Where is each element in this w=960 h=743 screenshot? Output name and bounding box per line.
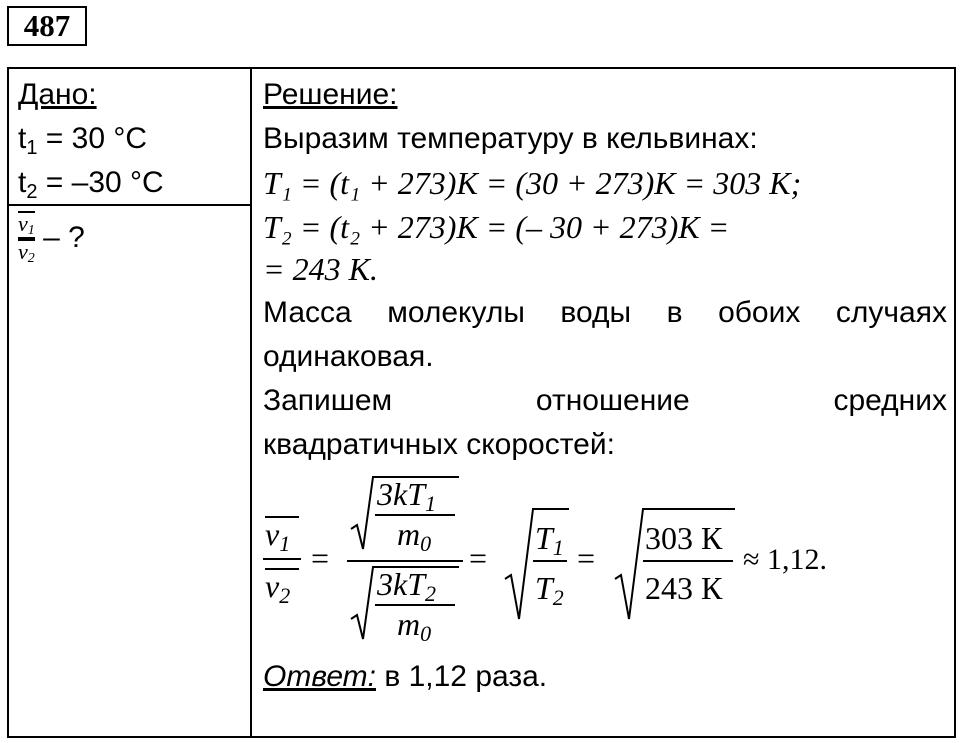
given-t1: $t_1 = 30$ °C xyxy=(18,122,148,159)
solution-header: Решение: xyxy=(263,78,398,111)
given-t2: $t_2 = -30$ °C xyxy=(18,166,164,203)
svg-text:=: = xyxy=(311,540,330,576)
mass-line-word: молекулы xyxy=(387,296,525,329)
write-line-2: квадратичных скоростей: xyxy=(263,428,615,461)
given-header: Дано: xyxy=(18,78,97,111)
svg-text:=: = xyxy=(469,540,488,576)
svg-text:3kT1: 3kT1 xyxy=(377,476,436,516)
given-divider xyxy=(9,204,250,206)
v2-label: v2 xyxy=(265,568,291,608)
equation-T1: T₁ = (t₁ + 273)K = (30 + 273)K = 303 K; xyxy=(263,165,802,201)
mass-line-1 xyxy=(263,295,947,331)
problem-table xyxy=(7,67,956,738)
numerator-303: 303 К xyxy=(645,520,723,556)
problem-number: 487 xyxy=(7,6,87,46)
write-line-word: отношение xyxy=(535,384,690,417)
velocity-ratio-formula xyxy=(259,469,899,659)
approx-result: ≈ 1,12. xyxy=(743,543,827,576)
column-divider xyxy=(250,69,252,736)
find-quantity: $\frac{v_1}{v_2}$ – ? xyxy=(18,211,85,266)
svg-text:m0: m0 xyxy=(397,516,432,556)
mass-line-word: обоих xyxy=(718,296,801,329)
mass-line-word: в xyxy=(666,296,683,329)
v1-label: v1 xyxy=(265,516,291,556)
svg-text:T1: T1 xyxy=(535,520,564,560)
svg-text:=: = xyxy=(577,540,596,576)
write-line-word: средних xyxy=(833,384,947,417)
kelvin-intro: Выразим температуру в кельвинах: xyxy=(263,122,758,155)
mass-line-word: случаях xyxy=(835,296,947,329)
mass-line-word: воды xyxy=(560,296,632,329)
equation-T2-result: = 243 K. xyxy=(263,251,378,287)
equation-T2: T₂ = (t₂ + 273)K = (– 30 + 273)K = xyxy=(263,209,730,245)
write-line-1 xyxy=(263,383,947,419)
write-line-word: Запишем xyxy=(263,384,393,417)
answer-line: Ответ: в 1,12 раза. xyxy=(263,660,548,693)
velocity-ratio-small: $\frac{v_1}{v_2}$ xyxy=(18,211,35,266)
denominator-243: 243 К xyxy=(645,570,723,606)
svg-text:3kT2: 3kT2 xyxy=(377,566,436,606)
mass-line-word: Масса xyxy=(263,296,352,329)
svg-text:m0: m0 xyxy=(397,606,432,646)
svg-text:T2: T2 xyxy=(535,570,564,610)
mass-line-2: одинаковая. xyxy=(263,340,434,373)
